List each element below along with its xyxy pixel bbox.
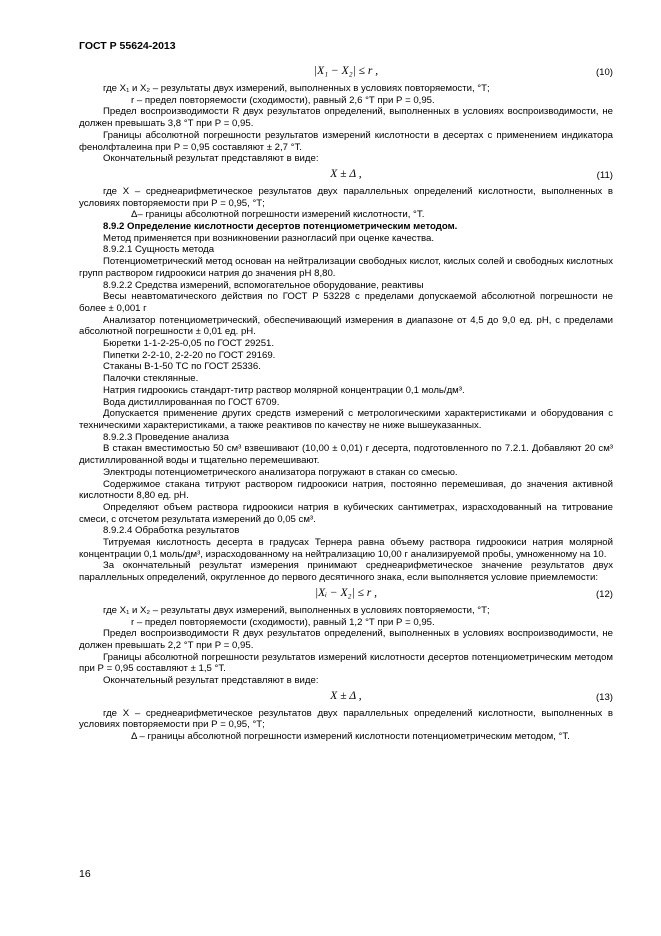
subsection-heading: 8.9.2.3 Проведение анализа (103, 431, 229, 443)
subsection-heading: 8.9.2.2 Средства измерений, вспомогательное оборудование, реактивы (103, 279, 424, 291)
paragraph: Предел воспроизводимости R двух результатов определений, выполненных в условиях воспроизводимости, не должен превышать 3,8 °Т при Р = 0,95. (79, 106, 613, 130)
paragraph: За окончательный результат измерения принимают среднеарифметическое значение результатов двух параллельных определений, округленное до первого десятичного знака, если выполняется условие приемлемости: (79, 560, 613, 584)
paragraph: Титруемая кислотность десерта в градусах Тернера равна объему раствора гидроокиси натрия молярной концентрации 0,1 моль/дм³, израсходованному на нейтрализацию 10,00 г анализируемой пробы, умноженному на 10. (79, 537, 613, 560)
paragraph: Определяют объем раствора гидроокиси натрия в кубических сантиметрах, израсходованный на титрование смеси, с отсчетом результата измерений до 0,05 см³. (79, 501, 613, 525)
list-item: Пипетки 2-2-10, 2-2-20 по ГОСТ 29169. (103, 349, 276, 361)
equation-formula: X ± Δ , (330, 167, 362, 180)
subsection-heading: 8.9.2.1 Сущность метода (103, 244, 215, 256)
paragraph: Δ– границы абсолютной погрешности измерений кислотности, °Т. (131, 209, 425, 221)
document-header: ГОСТ Р 55624-2013 (79, 40, 176, 52)
paragraph: Допускается применение других средств измерений с метрологическими характеристиками и оборудования с техническими характеристиками, а также реактивов по качеству не ниже вышеуказанных. (79, 408, 613, 431)
equation-number: (10) (595, 67, 613, 78)
paragraph: где X₁ и X₂ – результаты двух измерений, выполненных в условиях повторяемости, °Т; (103, 604, 490, 616)
list-item: Бюретки 1-1-2-25-0,05 по ГОСТ 29251. (103, 338, 275, 350)
page-number: 16 (79, 868, 91, 880)
list-item: Вода дистиллированная по ГОСТ 6709. (103, 396, 280, 408)
paragraph: Предел воспроизводимости R двух результатов определений, выполненных в условиях воспроизводимости, не должен превышать 2,2 °Т при Р = 0,95. (79, 628, 613, 651)
paragraph: r – предел повторяемости (сходимости), равный 2,6 °Т при Р = 0,95. (131, 94, 435, 106)
document-body (79, 62, 613, 743)
paragraph: Границы абсолютной погрешности результатов измерений кислотности в десертах с применением индикатора фенолфталеина при Р = 0,95 составляют ± 2,7 °Т. (79, 129, 613, 153)
paragraph: Потенциометрический метод основан на нейтрализации свободных кислот, кислых солей и свободных кислотных групп раствором гидроокиси натрия до значения рН 8,80. (79, 256, 613, 279)
paragraph: r – предел повторяемости (сходимости), равный 1,2 °Т при Р = 0,95. (131, 616, 435, 628)
paragraph: где X – среднеарифметическое результатов двух параллельных определений кислотности, выполненных в условиях повторяемости при Р = 0,95, °Т; (79, 707, 613, 731)
paragraph: где X₁ и X₂ – результаты двух измерений, выполненных в условиях повторяемости, °Т; (103, 83, 490, 94)
equation-formula: |X₁ − X₂| ≤ r , (313, 65, 379, 77)
list-item: Палочки стеклянные. (103, 373, 199, 385)
paragraph: Окончательный результат представляют в виде: (103, 153, 319, 165)
paragraph: Δ – границы абсолютной погрешности измерений кислотности потенциометрическим методом, °Т. (131, 731, 570, 743)
paragraph: где X – среднеарифметическое результатов двух параллельных определений кислотности, выполненных в условиях повторяемости при Р = 0,95, °Т; (79, 185, 613, 209)
equation-formula: |Xᵢ − X₂| ≤ r , (315, 586, 377, 599)
equation-number: (13) (595, 691, 613, 703)
paragraph: Электроды потенциометрического анализатора погружают в стакан со смесью. (103, 466, 458, 478)
equation-formula: X ± Δ , (330, 689, 362, 702)
subsection-heading: 8.9.2.4 Обработка результатов (103, 525, 240, 537)
list-item: Стаканы В-1-50 ТС по ГОСТ 25336. (103, 361, 261, 373)
equation-11 (79, 167, 613, 185)
equation-10 (79, 64, 613, 82)
equation-number: (12) (595, 588, 613, 600)
equation-number: (11) (596, 169, 613, 181)
paragraph: Границы абсолютной погрешности результатов измерений кислотности десертов потенциометрическим методом при Р = 0,95 составляют ± 1,5 °Т. (79, 651, 613, 675)
paragraph: Метод применяется при возникновении разногласий при оценке качества. (103, 232, 434, 244)
paragraph: Весы неавтоматического действия по ГОСТ Р 53228 с пределами допускаемой абсолютной погрешности не более ± 0,001 г (79, 291, 613, 314)
paragraph: Анализатор потенциометрический, обеспечивающий измерения в диапазоне от 4,5 до 9,0 ед. рН, с пределами абсолютной погрешности ± 0,01 ед. рН. (79, 314, 613, 338)
paragraph: В стакан вместимостью 50 см³ взвешивают (10,00 ± 0,01) г десерта, подготовленного по 7.2.1. Добавляют 20 см³ дистиллированной воды и тщательно перемешивают. (79, 443, 613, 467)
list-item: Натрия гидроокись стандарт-титр раствор молярной концентрации 0,1 моль/дм³. (103, 384, 465, 396)
equation-13 (79, 689, 613, 707)
section-heading: 8.9.2 Определение кислотности десертов потенциометрическим методом. (103, 221, 458, 233)
paragraph: Окончательный результат представляют в виде: (103, 675, 319, 687)
paragraph: Содержимое стакана титруют раствором гидроокиси натрия, постоянно перемешивая, до значения активной кислотности 8,80 ед. рН. (79, 478, 613, 502)
equation-12 (79, 586, 613, 604)
